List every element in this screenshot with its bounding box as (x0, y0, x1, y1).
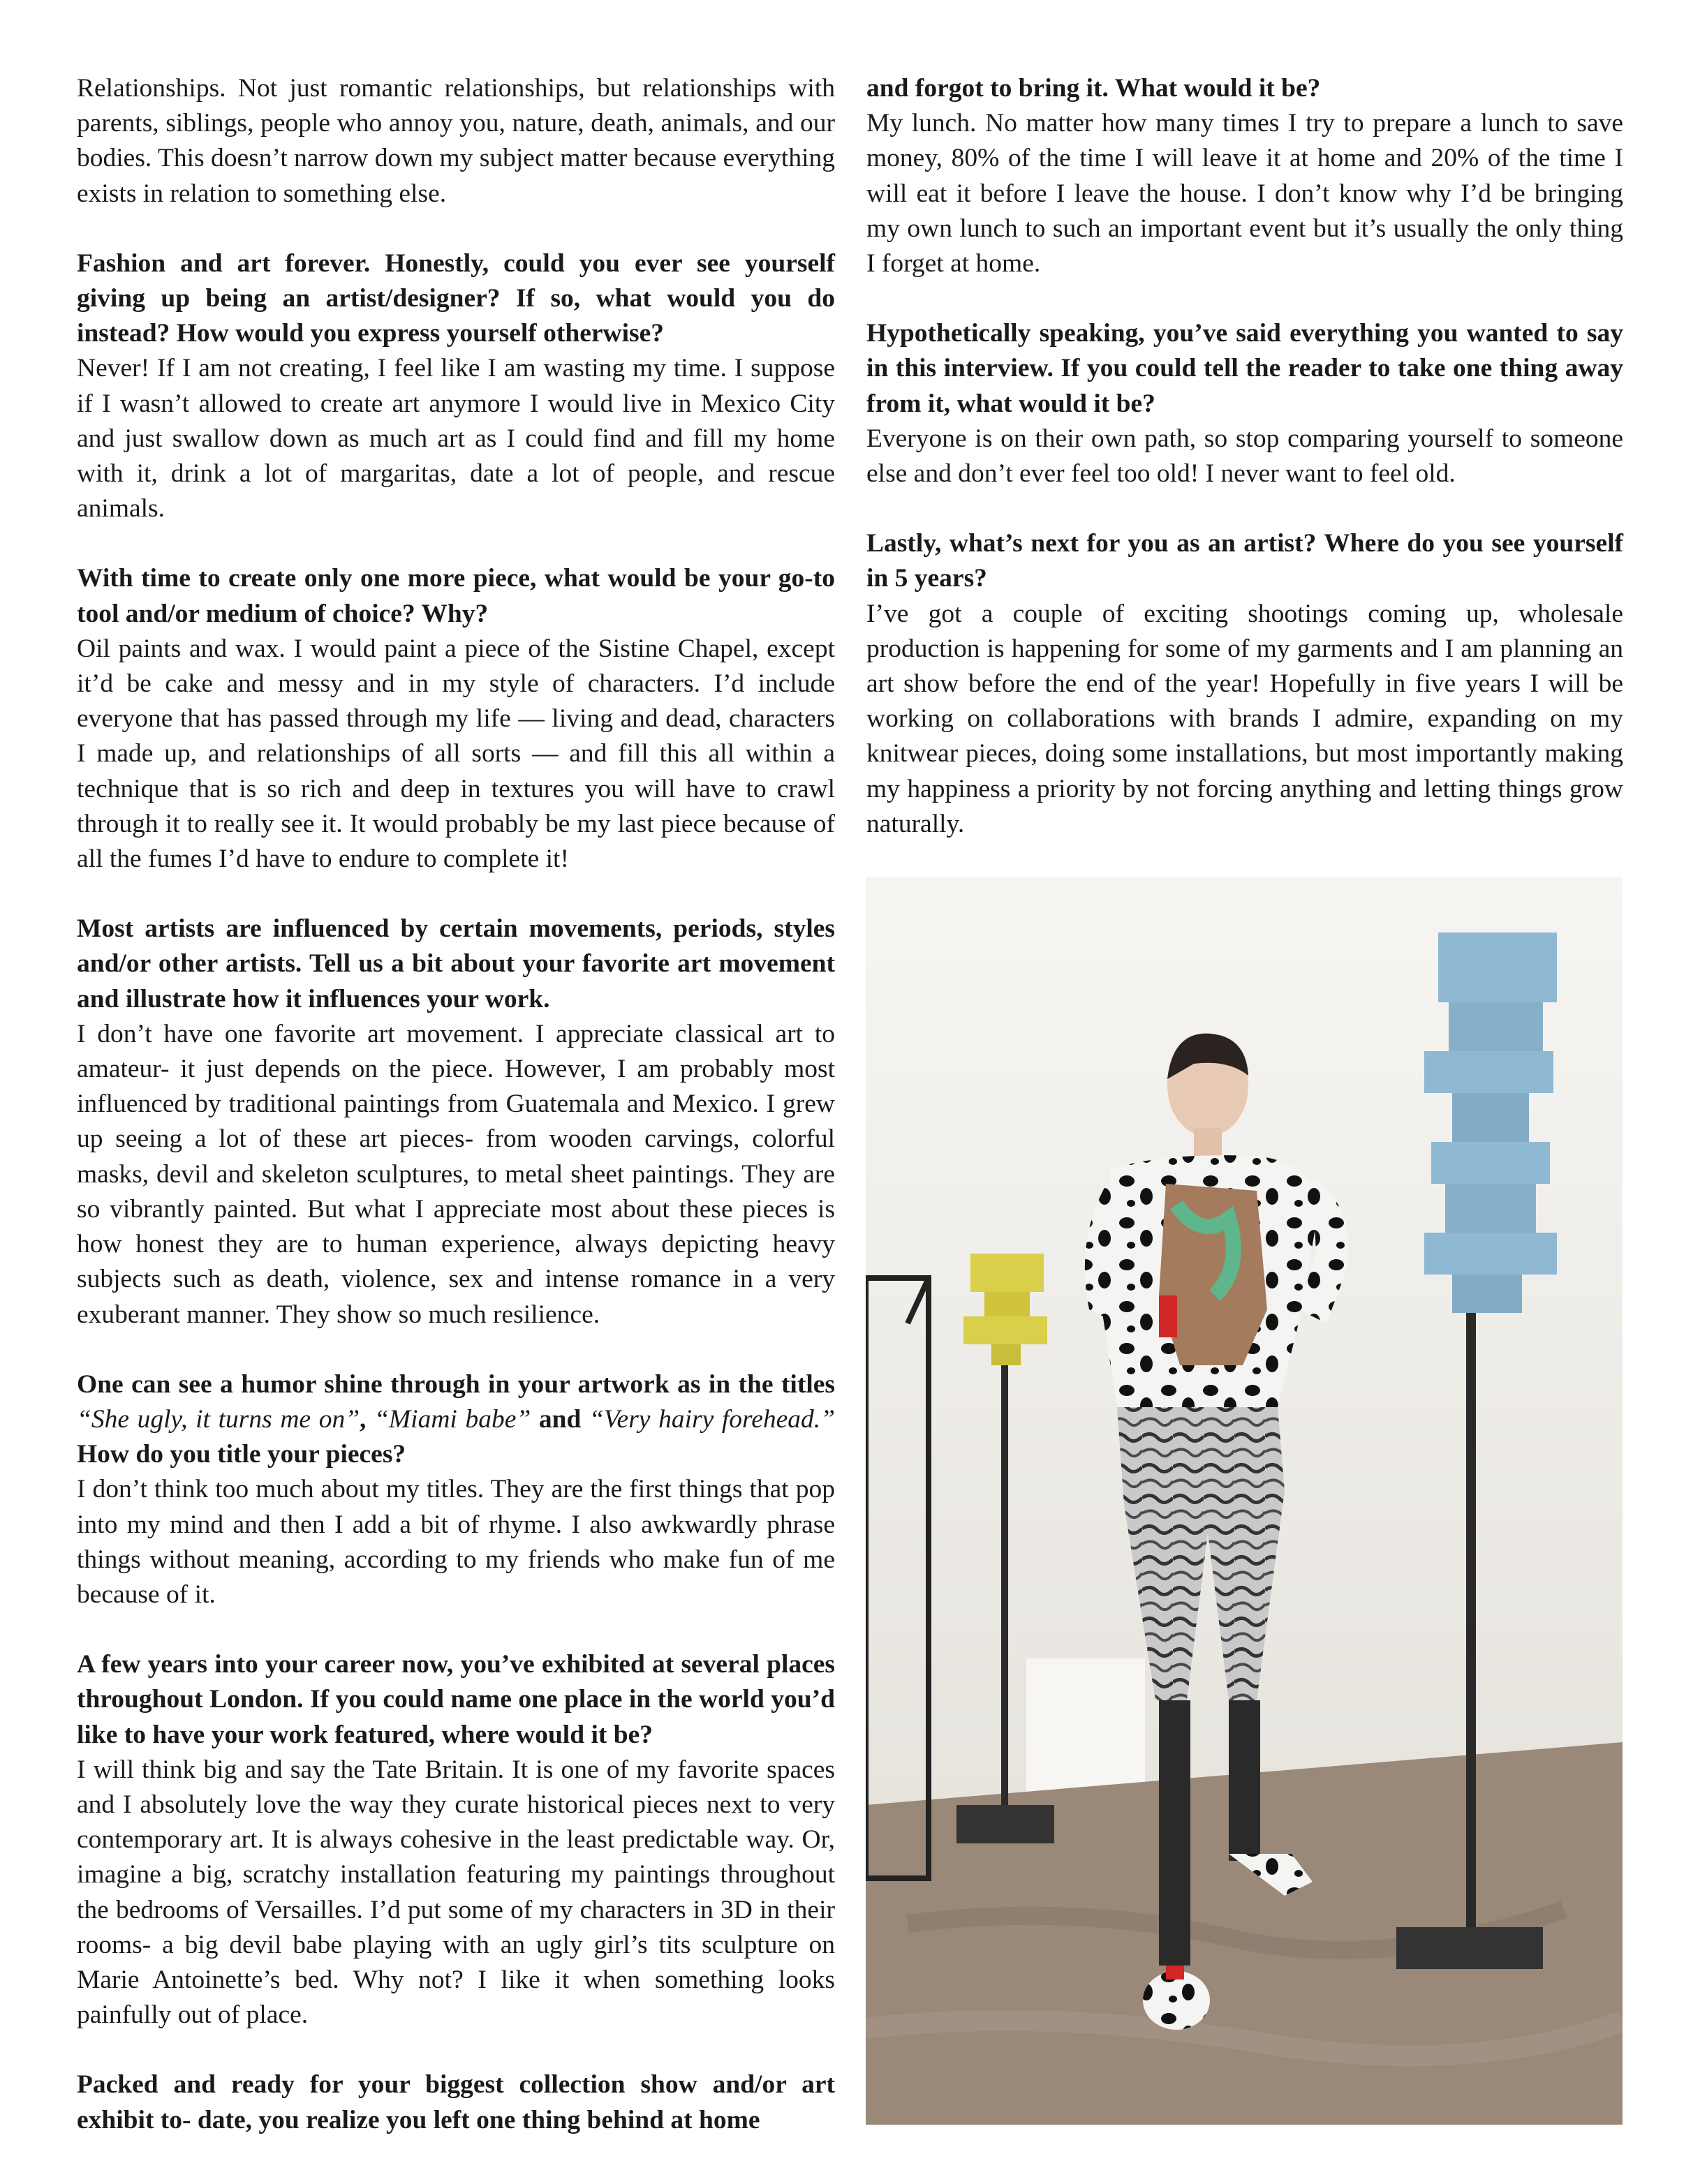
photo-illustration (866, 877, 1623, 2125)
answer: Oil paints and wax. I would paint a piece of the Sistine Chapel, except it’d be cake and messy and in my style of characters. I’d include everyone that has passed through my life — living and dead, characters I made up, and relationships of all sorts — and fill this all within a technique that is so rich and deep in textures you will have to crawl through it to really see it. It would probably be my last piece because of all the fumes I’d have to endure to complete it! (77, 634, 835, 874)
qa-block (866, 526, 1623, 842)
intro-block (77, 71, 835, 211)
question-continuation: and forgot to bring it. What would it be? (866, 74, 1321, 103)
answer: My lunch. No matter how many times I try to prepare a lunch to save money, 80% of the time I will leave it at home and 20% of the time I will eat it before I leave the house. I don’t know why I’d be bringing my own lunch to such an important event but it’s usually the only thing I forget at home. (866, 109, 1623, 278)
question: Most artists are influenced by certain movements, periods, styles and/or other artists. Tell us a bit about your favorite art movement and illustrate how it influences your work. (77, 914, 835, 1013)
qa-block (77, 246, 835, 527)
question-text: One can see a humor shine through in your artwork as in the titles (77, 1369, 835, 1399)
intro-answer: Relationships. Not just romantic relationships, but relationships with parents, siblings, people who annoy you, nature, death, animals, and our bodies. This doesn’t narrow down my subject matter because everything exists in relation to something else. (77, 74, 835, 208)
answer: I don’t have one favorite art movement. I appreciate classical art to amateur- it just depends on the piece. However, I am probably most influenced by traditional paintings from Guatemala and Mexico. I grew up seeing a lot of these art pieces- from wooden carvings, colorful masks, devil and skeleton sculptures, to metal sheet paintings. They are so vibrantly painted. But what I appreciate most about these pieces is how honest they are to human experience, always depicting heavy subjects such as death, violence, sex and intense romance in a very exuberant manner. They show so much resilience. (77, 1019, 835, 1329)
question: Hypothetically speaking, you’ve said everything you wanted to say in this interview. If you could tell the reader to take one thing away from it, what would it be? (866, 319, 1623, 418)
qa-block (77, 912, 835, 1332)
question-text: , (360, 1404, 375, 1434)
qa-block (77, 561, 835, 877)
fashion-photo (866, 877, 1623, 2125)
qa-block (866, 316, 1623, 491)
question: With time to create only one more piece, what would be your go-to tool and/or medium of choice? Why? (77, 564, 835, 628)
qa-block (77, 2067, 835, 2137)
question: Lastly, what’s next for you as an artist? Where do you see yourself in 5 years? (866, 529, 1623, 593)
question: Fashion and art forever. Honestly, could you ever see yourself giving up being an artist/designer? If so, what would you do instead? How would you express yourself otherwise? (77, 248, 835, 348)
answer: Everyone is on their own path, so stop comparing yourself to someone else and don’t ever feel too old! I never want to feel old. (866, 424, 1623, 489)
qa-block (866, 71, 1623, 281)
question-text: and (531, 1404, 589, 1434)
qa-block (77, 1647, 835, 2033)
left-column (77, 71, 835, 2138)
question: Packed and ready for your biggest collection show and/or art exhibit to- date, you realize you left one thing behind at home (77, 2070, 835, 2134)
right-column (866, 71, 1623, 877)
artwork-title: “She ugly, it turns me on” (77, 1404, 360, 1434)
artwork-title: “Very hairy forehead.” (589, 1404, 835, 1434)
artwork-title: “Miami babe” (374, 1404, 531, 1434)
answer: I don’t think too much about my titles. They are the first things that pop into my mind and then I add a bit of rhyme. I also awkwardly phrase things without meaning, according to my friends who make fun of me because of it. (77, 1475, 835, 1609)
question (77, 1367, 835, 1473)
answer: I’ve got a couple of exciting shootings coming up, wholesale production is happening for some of my garments and I am planning an art show before the end of the year! Hopefully in five years I will be working on collaborations with brands I admire, expanding on my knitwear pieces, doing some installations, but most importantly making my happiness a priority by not forcing anything and letting things grow naturally. (866, 599, 1623, 838)
qa-block (77, 1367, 835, 1612)
question-text: How do you title your pieces? (77, 1440, 406, 1469)
question: A few years into your career now, you’ve exhibited at several places throughout London. If you could name one place in the world you’d like to have your work featured, where would it be? (77, 1650, 835, 1749)
answer: Never! If I am not creating, I feel like I am wasting my time. I suppose if I wasn’t allowed to create art anymore I would live in Mexico City and just swallow down as much art as I could find and fill my home with it, drink a lot of margaritas, date a lot of people, and rescue animals. (77, 354, 835, 523)
answer: I will think big and say the Tate Britain. It is one of my favorite spaces and I absolutely love the way they curate historical pieces next to very contemporary art. It is always cohesive in the least predictable way. Or, imagine a big, scratchy installation featuring my paintings throughout the bedrooms of Versailles. I’d put some of my characters in 3D in their rooms- a big devil babe playing with an ugly girl’s tits sculpture on Marie Antoinette’s bed. Why not? I like it when something looks painfully out of place. (77, 1755, 835, 2030)
